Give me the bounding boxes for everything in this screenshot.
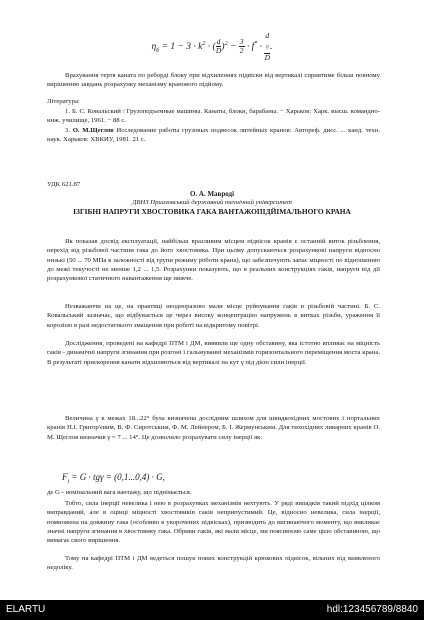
fraction-den: 2 bbox=[239, 46, 244, 56]
reference-2-prefix: 3. bbox=[65, 127, 73, 134]
fraction-den: D bbox=[215, 46, 222, 56]
body-paragraph-3: Дослідження, проведені на кафедрі ПТМ і ДМ, виявили ще одну обставину, яка істотно впливає на міцність гаків - динамічні напруги згинання при розгоні і гальмуванні механізмів горизонтального переміщення моста крана. В результаті прискорення канати відхиляються від вертикалі на кут γ під дією сили інерції. bbox=[47, 340, 380, 366]
body-paragraph-6: Тому на кафедрі ПТМ і ДМ ведеться пошук нових конструкцій крюкових підвісок, вільних від виявленого недоліку. bbox=[47, 555, 380, 572]
literature-title: Література: bbox=[47, 98, 80, 105]
formula-lhs: η bbox=[151, 41, 157, 52]
footer-bar bbox=[0, 600, 424, 620]
formula-dot1: · bbox=[205, 41, 213, 52]
udk-code: УДК 621.87 bbox=[47, 181, 81, 188]
formula-f1-sup: 2 bbox=[224, 40, 228, 47]
fraction-num-text: d bbox=[265, 31, 270, 40]
fraction-num: 3 bbox=[239, 37, 244, 47]
formula-efficiency: $\eta_б = 1 - 3 \cdot k^2$ · ( $\frac{d}{D}$ )$^2$ − $\frac{3}{2}$ · f* · d $_0$ D . bbox=[151, 31, 273, 62]
fraction-num: d bbox=[216, 37, 221, 47]
paragraph-top: Врахування тертя каната по реборді блоку при відхиленнях підвіски від вертикалі сприятиме більш повному вирішенню завдань розрахунку механізму кранового підйому. bbox=[47, 72, 380, 89]
reference-2-rest: Исследование работы грузовых подвесок литейных кранов: Автореф. дисс. ... канд. техн. наук. Харьков: ХВКИУ, 1981. 21 с. bbox=[47, 127, 381, 144]
formula-k-sup: 2 bbox=[202, 40, 206, 47]
article-author: О. А. Мавроді bbox=[189, 190, 235, 198]
author-affiliation: ДВНЗ Приазовський державний технічний університет bbox=[132, 199, 292, 206]
formula-inertia-force bbox=[62, 472, 165, 485]
fraction-num-sub: 0 bbox=[266, 45, 269, 51]
body-paragraph-4: Величина γ в межах 18...22° була визначена дослідним шляхом для швидкохідних мостових і портальних кранів Н.І. Григор'євим, В. Ф. Сиротським, Ф. М. Лейнером, Б. І. Жермунським. Для тихохідних ливарних кранів О. М. Щеглов визначив γ = 7 ... 14°. Це дозволило розрахувати силу інерції як: bbox=[47, 415, 380, 441]
formula-f-sup: * bbox=[254, 40, 258, 47]
formula-lhs-sub: б bbox=[156, 47, 160, 54]
reference-2-author: О. М.Щеглов bbox=[72, 127, 114, 134]
formula-mid-lhs: F bbox=[62, 472, 68, 482]
formula-mid-lhs-sub: i bbox=[67, 478, 70, 485]
formula-dot2: · f bbox=[244, 41, 255, 52]
fraction-d-over-D bbox=[216, 38, 222, 55]
fraction-den: D bbox=[264, 52, 270, 62]
article-title: ІЗГІБНІ НАПРУГИ ХВОСТОВИКА ГАКА ВАНТАЖОПІДЙІМАЛЬНОГО КРАНА bbox=[73, 207, 351, 216]
footer-handle-link[interactable]: hdl:123456789/8840 bbox=[326, 604, 418, 615]
reference-2 bbox=[47, 126, 380, 145]
formula-minus: − bbox=[227, 41, 239, 52]
formula-mid: = 1 − 3 · k bbox=[159, 41, 203, 52]
body-paragraph-1: Як показав досвід експлуатації, найбільш вразливим місцем підвісок кранів є останній виток різьблення, перехід від різьбової частини гака до його хвостовика. При цьому допускаються розрахункові напруги відносно низькі (50 ... 70 МПа в залежності від групи режиму роботи крана), що забезпечують запас міцності по відношенню до межі текучості не менше 1,2 ... 1,5. Розрахунки показують, що в реальних конструкціях гаків, напруги від дії розрахункової статичного навантаження ще нижче. bbox=[47, 238, 380, 283]
formula-explanation: де G - номінальний вага вантажу, що піднімається. bbox=[47, 489, 192, 496]
formula-dot3: · bbox=[257, 41, 265, 52]
reference-1: 1. Б. С. Ковальский / Грузоподъемные машины. Канаты, блоки, барабаны. − Харьков: Харк. высш. командно-инж. училище, 1961. − 88 с. bbox=[47, 108, 380, 125]
body-paragraph-2: Незважаючи на це, на практиці неодноразово мали місце руйнування гаків в різьбовій частині. Б. С. Ковальський зазначає, що відбувається це через високу концентрацію напружень в витках різьби, ураження її корозією в разі недостатнього змащення при роботі на відкритому повітрі. bbox=[47, 303, 380, 329]
formula-end: . bbox=[270, 41, 273, 52]
footer-repository-label: ELARTU bbox=[6, 604, 46, 615]
formula-mid-rhs: = G · tgγ = (0,1...0,4) · G, bbox=[69, 472, 165, 482]
body-paragraph-5: Тобто, сила інерції невелика і нею в розрахунках механізмів нехтують. У ряді випадків такий підхід цілком виправданий, але в оцінці міцності хвостовиків гаків неприпустимий. Це, відносно невелика, сила інерції, помножена на довжину гака (особливо в укорочених підвісках), призводить до вигинаючого моменту, що викликає значні напруги згинання в хвостовику гака. Обриви гаків, які мали місце, ми пояснюємо саме цією обставиною, що вимагає свого вирішення. bbox=[47, 500, 380, 545]
